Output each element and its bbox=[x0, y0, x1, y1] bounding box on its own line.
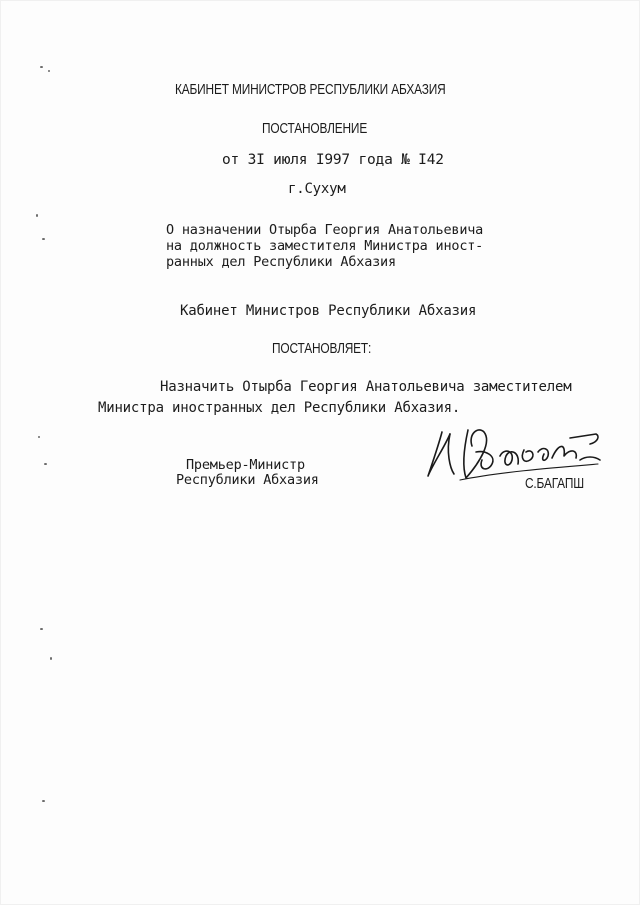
scan-speck bbox=[42, 800, 45, 802]
scan-speck bbox=[42, 238, 45, 240]
scan-speck bbox=[48, 70, 50, 72]
scan-speck bbox=[40, 628, 43, 630]
issuing-body: Кабинет Министров Республики Абхазия bbox=[180, 303, 477, 319]
scan-speck bbox=[44, 463, 47, 465]
scan-speck bbox=[40, 66, 43, 68]
decree-city: г.Сухум bbox=[288, 181, 346, 197]
signatory-title: Премьер-Министр bbox=[186, 457, 305, 473]
resolves-heading: ПОСТАНОВЛЯЕТ: bbox=[272, 341, 372, 357]
scan-speck bbox=[36, 214, 38, 217]
subject-line: на должность заместителя Министра иност- bbox=[166, 238, 484, 254]
decree-type-title: ПОСТАНОВЛЕНИЕ bbox=[262, 121, 368, 137]
subject-line: О назначении Отырба Георгия Анатольевича bbox=[166, 222, 484, 238]
scan-speck bbox=[50, 657, 52, 660]
order-line: Назначить Отырба Георгия Анатольевича заместителем bbox=[160, 379, 572, 395]
signatory-title: Республики Абхазия bbox=[176, 472, 319, 488]
decree-date-number: от 3I июля I997 года № I42 bbox=[222, 152, 444, 168]
order-line: Министра иностранных дел Республики Абхазия. bbox=[98, 400, 461, 416]
subject-line: ранных дел Республики Абхазия bbox=[166, 254, 396, 270]
scan-speck bbox=[38, 436, 40, 438]
signatory-name: С.БАГАПШ bbox=[525, 476, 584, 492]
document-header: КАБИНЕТ МИНИСТРОВ РЕСПУБЛИКИ АБХАЗИЯ bbox=[175, 82, 446, 98]
